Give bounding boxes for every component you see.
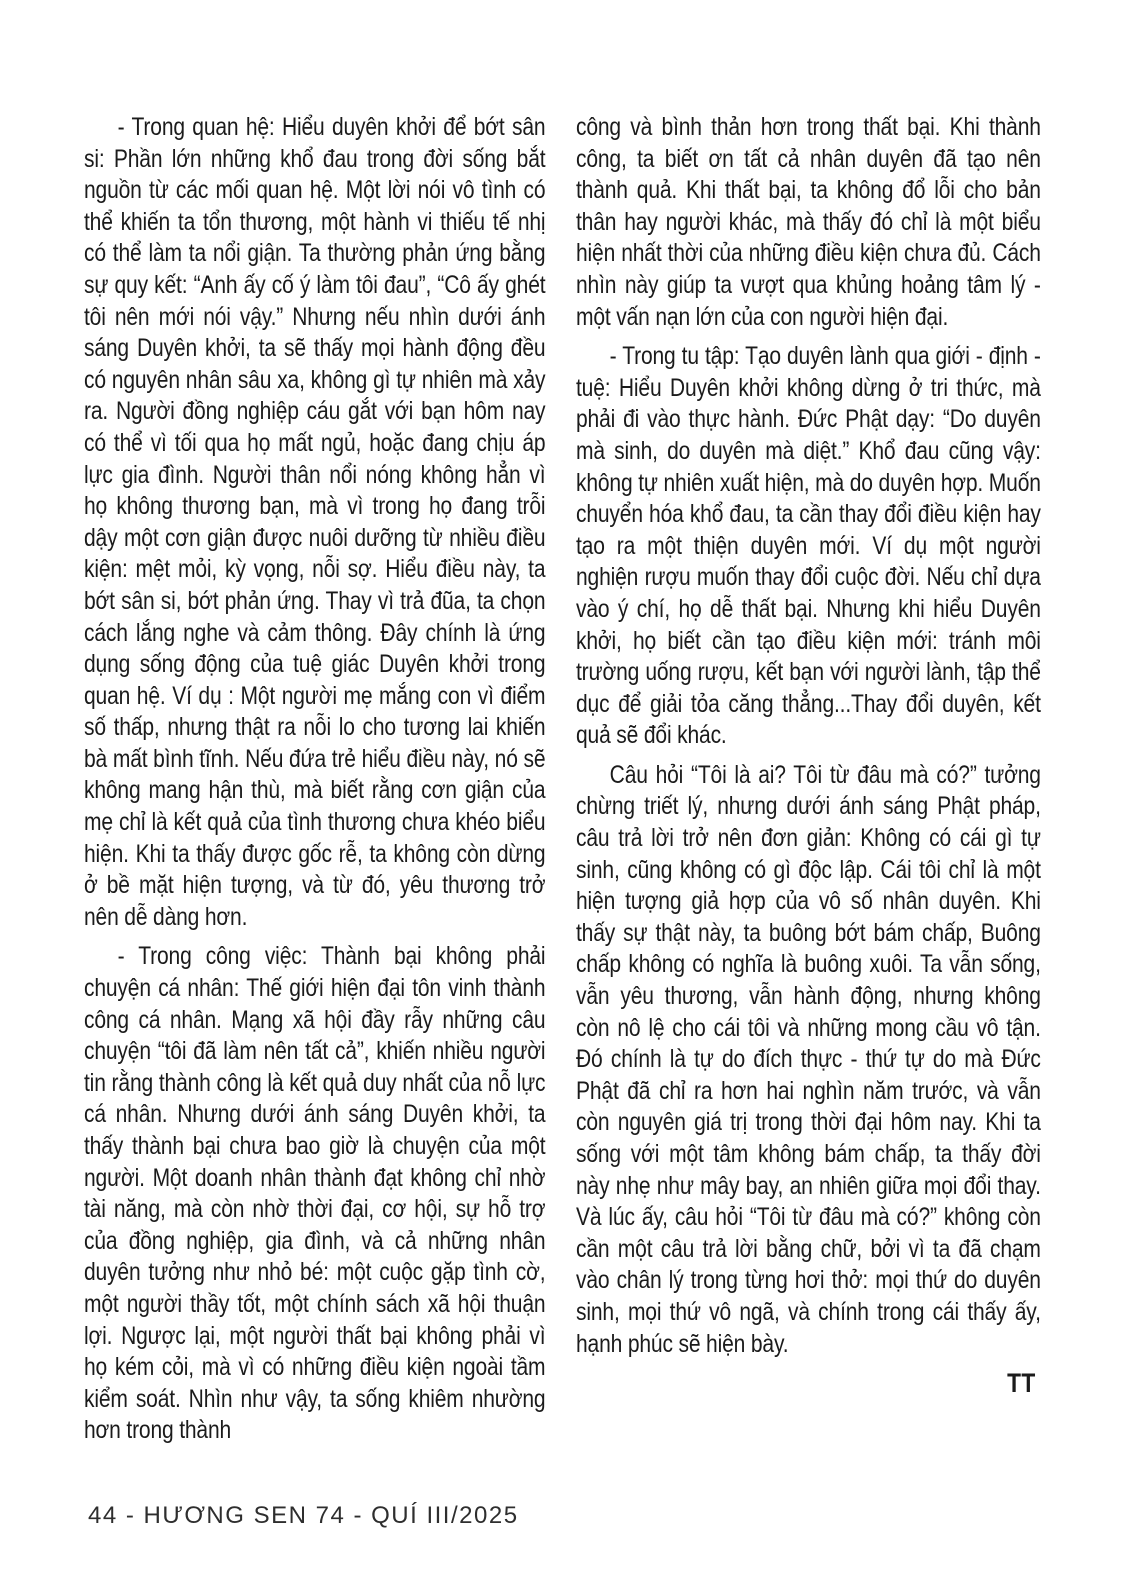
article-paragraph-work: - Trong công việc: Thành bại không phải chuyện cá nhân: Thế giới hiện đại tôn vinh thành công cá nhân. Mạng xã hội đầy rẫy những câu chuyện “tôi đã làm nên tất cả”, khiến nhiều người tin rằng thành công là kết quả duy nhất của nỗ lực cá nhân. Nhưng dưới ánh sáng Duyên khởi, ta thấy thành bại chưa bao giờ là chuyện của một người. Một doanh nhân thành đạt không chỉ nhờ tài năng, mà còn nhờ thời đại, cơ hội, sự hỗ trợ của đồng nghiệp, gia đình, và cả những nhân duyên tưởng như nhỏ bé: một cuộc gặp tình cờ, một người thầy tốt, một chính sách xã hội thuận lợi. Ngược lại, một người thất bại không phải vì họ kém cỏi, mà vì có những điều kiện ngoài tầm kiểm soát. Nhìn như vậy, ta sống khiêm nhường hơn trong thành	[84, 942, 546, 1445]
page-footer: 44 - HƯƠNG SEN 74 - QUÍ III/2025	[88, 1502, 519, 1529]
article-column-left	[84, 112, 545, 1455]
article-paragraph-conclusion: Câu hỏi “Tôi là ai? Tôi từ đâu mà có?” tưởng chừng triết lý, nhưng dưới ánh sáng Phật pháp, câu trả lời trở nên đơn giản: Không có cái gì tự sinh, cũng không có gì độc lập. Cái tôi chỉ là một hiện tượng giả hợp của vô số nhân duyên. Khi thấy sự thật này, ta buông bớt bám chấp, Buông chấp không có nghĩa là buông xuôi. Ta vẫn sống, vẫn yêu thương, vẫn hành động, nhưng không còn nô lệ cho cái tôi và những mong cầu vô tận. Đó chính là tự do đích thực - thứ tự do mà Đức Phật đã chỉ ra hơn hai nghìn năm trước, và vẫn còn nguyên giá trị trong thời đại hôm nay. Khi ta sống với một tâm không bám chấp, ta thấy đời này nhẹ như mây bay, an nhiên giữa mọi đổi thay. Và lúc ấy, câu hỏi “Tôi từ đâu mà có?” không còn cần một câu trả lời bằng chữ, bởi vì ta đã chạm vào chân lý trong từng hơi thở: mọi thứ do duyên sinh, mọi thứ vô ngã, và chính trong cái thấy ấy, hạnh phúc sẽ hiện bày.	[576, 760, 1041, 1358]
author-signature: TT	[1007, 1368, 1036, 1399]
article-paragraph-work-continued: công và bình thản hơn trong thất bại. Khi thành công, ta biết ơn tất cả nhân duyên đã tạo nên thành quả. Khi thất bại, ta không đổ lỗi cho bản thân hay người khác, mà thấy đó chỉ là một biểu hiện nhất thời của những điều kiện chưa đủ. Cách nhìn này giúp ta vượt qua khủng hoảng tâm lý - một vấn nạn lớn của con người hiện đại.	[576, 113, 1041, 331]
article-column-right	[576, 112, 1041, 1400]
article-paragraph-relationships: - Trong quan hệ: Hiểu duyên khởi để bớt sân si: Phần lớn những khổ đau trong đời sống bắt nguồn từ các mối quan hệ. Một lời nói vô tình có thể khiến ta tổn thương, một hành vi thiếu tế nhị có thể làm ta nổi giận. Ta thường phản ứng bằng sự quy kết: “Anh ấy cố ý làm tôi đau”, “Cô ấy ghét tôi nên mới nói vậy.” Nhưng nếu nhìn dưới ánh sáng Duyên khởi, ta sẽ thấy mọi hành động đều có nguyên nhân sâu xa, không gì tự nhiên mà xảy ra. Người đồng nghiệp cáu gắt với bạn hôm nay có thể vì tối qua họ mất ngủ, hoặc đang chịu áp lực gia đình. Người thân nổi nóng không hẳn vì họ không thương bạn, mà vì trong họ đang trỗi dậy một cơn giận được nuôi dưỡng từ nhiều điều kiện: mệt mỏi, kỳ vọng, nỗi sợ. Hiểu điều này, ta bớt sân si, bớt phản ứng. Thay vì trả đũa, ta chọn cách lắng nghe và cảm thông. Đây chính là ứng dụng sống động của tuệ giác Duyên khởi trong quan hệ. Ví dụ : Một người mẹ mắng con vì điểm số thấp, nhưng thật ra nỗi lo cho tương lai khiến bà mất bình tĩnh. Nếu đứa trẻ hiểu điều này, nó sẽ không mang hận thù, mà biết rằng cơn giận của mẹ chỉ là kết quả của tình thương chưa khéo biểu hiện. Khi ta thấy được gốc rễ, ta không còn dừng ở bề mặt hiện tượng, và từ đó, yêu thương trở nên dễ dàng hơn.	[84, 113, 546, 931]
article-paragraph-practice: - Trong tu tập: Tạo duyên lành qua giới - định - tuệ: Hiểu Duyên khởi không dừng ở tri thức, mà phải đi vào thực hành. Đức Phật dạy: “Do duyên mà sinh, do duyên mà diệt.” Khổ đau cũng vậy: không tự nhiên xuất hiện, mà do duyên hợp. Muốn chuyển hóa khổ đau, ta cần thay đổi điều kiện hay tạo ra một thiện duyên mới. Ví dụ một người nghiện rượu muốn thay đổi cuộc đời. Nếu chỉ dựa vào ý chí, họ dễ thất bại. Nhưng khi hiểu Duyên khởi, họ biết cần tạo điều kiện mới: tránh môi trường uống rượu, kết bạn với người lành, tập thể dục để giải tỏa căng thẳng...Thay đổi duyên, kết quả sẽ đổi khác.	[576, 342, 1041, 750]
